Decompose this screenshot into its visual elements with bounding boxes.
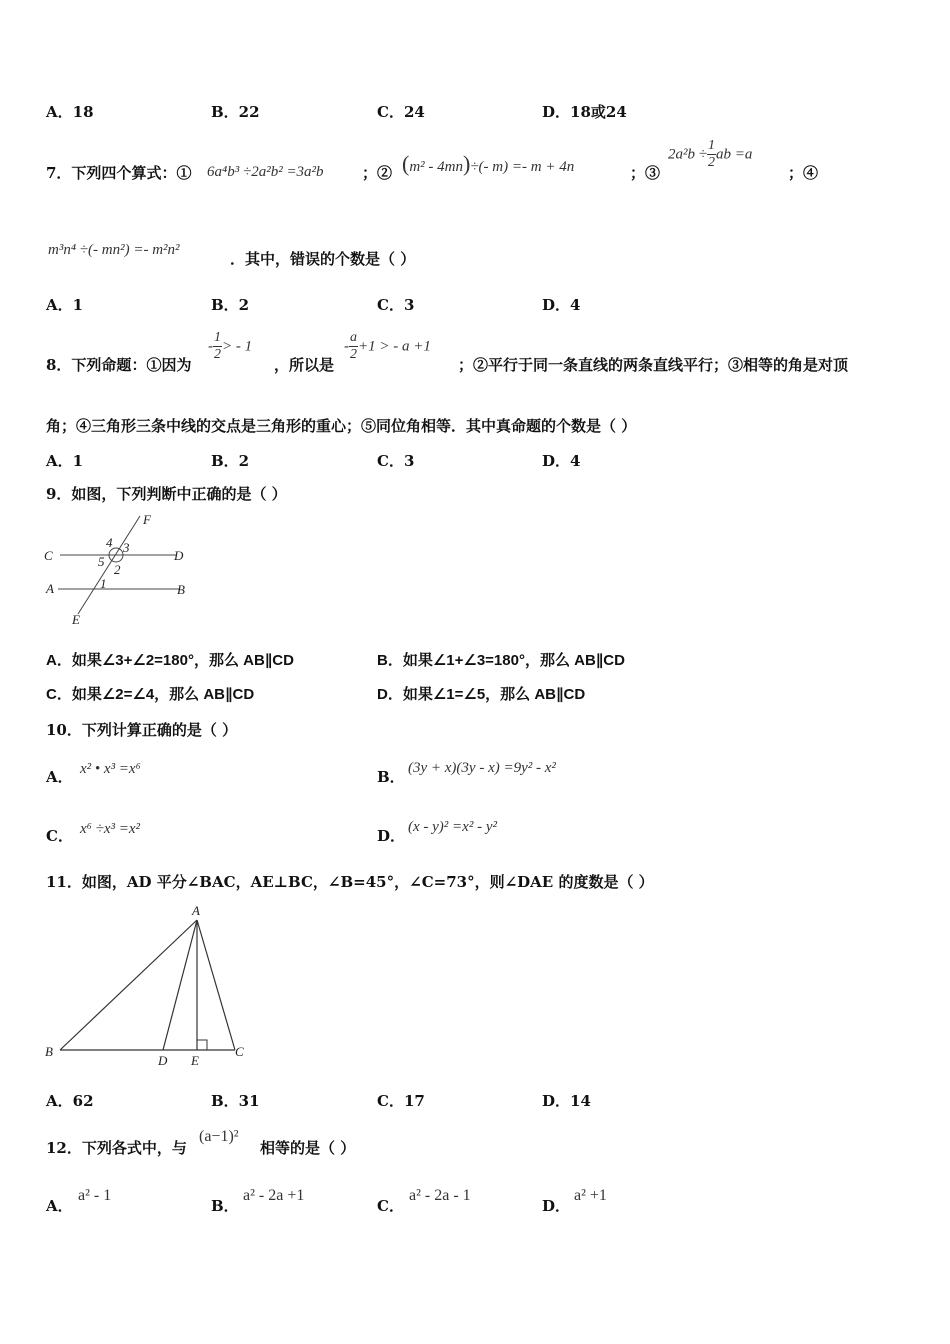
q9-option-b: B．如果∠1+∠3=180°，那么 AB∥CD bbox=[377, 652, 625, 669]
q10-option-d-label: D． bbox=[377, 827, 406, 845]
q11-label-b: B bbox=[45, 1044, 53, 1059]
q11-label-d: D bbox=[158, 1053, 168, 1068]
q7-expr4: m³n⁴ ÷(- mn²) =- m²n² bbox=[48, 242, 180, 258]
q7-label: 7．下列四个算式：① bbox=[46, 164, 192, 182]
q9-label-b: B bbox=[177, 582, 185, 597]
q12-label: 12．下列各式中，与 bbox=[46, 1139, 187, 1157]
q10-option-d-expr: (x - y)² =x² - y² bbox=[408, 819, 497, 835]
q9-label-5: 5 bbox=[98, 554, 105, 569]
q7-sep4: ；④ bbox=[788, 164, 819, 182]
q9-label-1: 1 bbox=[100, 576, 107, 591]
q11-option-c: C．17 bbox=[377, 1092, 425, 1110]
q7-expr2: (m² - 4mn)÷(- m) =- m + 4n bbox=[402, 151, 575, 176]
q7-option-b: B．2 bbox=[211, 296, 250, 314]
q6-option-c: C．24 bbox=[377, 103, 425, 121]
q7-tail: ．其中，错误的个数是（ ） bbox=[230, 250, 416, 268]
q11-figure bbox=[40, 900, 260, 1075]
q12-option-b-expr: a² - 2a +1 bbox=[243, 1187, 305, 1204]
q10-option-c-label: C． bbox=[46, 827, 73, 845]
q11-line-ad bbox=[163, 920, 197, 1050]
q8-line2: 角；④三角形三条中线的交点是三角形的重心；⑤同位角相等．其中真命题的个数是（ ） bbox=[46, 417, 637, 435]
q9-label: 9．如图，下列判断中正确的是（ ） bbox=[46, 485, 287, 503]
q6-option-d: D．18或24 bbox=[542, 103, 627, 121]
q11-label-e: E bbox=[191, 1053, 199, 1068]
q12-option-d-expr: a² +1 bbox=[574, 1187, 607, 1204]
q12-option-c-label: C． bbox=[377, 1197, 404, 1215]
q7-expr1: 6a⁴b³ ÷2a²b² =3a²b bbox=[207, 164, 324, 180]
q7-sep2: ；② bbox=[362, 164, 393, 182]
q8-rest-line1: ；②平行于同一条直线的两条直线平行；③相等的角是对顶 bbox=[458, 356, 849, 374]
q10-option-a-expr: x² • x³ =x⁶ bbox=[80, 761, 141, 777]
q12-tail: 相等的是（ ） bbox=[260, 1139, 356, 1157]
q9-option-a: A．如果∠3+∠2=180°，那么 AB∥CD bbox=[46, 652, 294, 669]
q12-option-a-label: A． bbox=[46, 1197, 73, 1215]
q7-option-a: A．1 bbox=[46, 296, 84, 314]
q9-option-d: D．如果∠1=∠5，那么 AB∥CD bbox=[377, 686, 586, 703]
q9-figure bbox=[40, 510, 200, 630]
q7-expr3: 2a²b ÷ $\frac{1}{2}$ ab =a bbox=[668, 138, 753, 170]
q12-option-d-label: D． bbox=[542, 1197, 571, 1215]
q8-option-d: D．4 bbox=[542, 452, 581, 470]
q7-option-c: C．3 bbox=[377, 296, 415, 314]
q9-label-f: F bbox=[143, 512, 151, 527]
q9-label-3: 3 bbox=[123, 540, 130, 555]
q11-label-c: C bbox=[235, 1044, 244, 1059]
q10-option-a-label: A． bbox=[46, 768, 73, 786]
q9-option-c: C．如果∠2=∠4，那么 AB∥CD bbox=[46, 686, 255, 703]
q11-right-angle-mark bbox=[197, 1040, 207, 1050]
q11-line-ac bbox=[197, 920, 235, 1050]
q10-option-b-label: B． bbox=[377, 768, 405, 786]
q8-option-c: C．3 bbox=[377, 452, 415, 470]
q10-label: 10．下列计算正确的是（ ） bbox=[46, 721, 238, 739]
q8-so: ，所以是 bbox=[274, 356, 335, 374]
q8-expr2: - $\frac{a}{2}$ +1 > - a +1 bbox=[344, 330, 431, 362]
q11-option-b: B．31 bbox=[211, 1092, 260, 1110]
q12-option-b-label: B． bbox=[211, 1197, 239, 1215]
q10-option-b-expr: (3y + x)(3y - x) =9y² - x² bbox=[408, 760, 556, 776]
q8-label: 8．下列命题：①因为 bbox=[46, 356, 192, 374]
q7-sep3: ；③ bbox=[630, 164, 661, 182]
q12-option-a-expr: a² - 1 bbox=[78, 1187, 112, 1204]
q8-option-b: B．2 bbox=[211, 452, 250, 470]
q6-option-a: A．18 bbox=[46, 103, 94, 121]
q9-line-ef bbox=[78, 516, 140, 614]
q9-label-a: A bbox=[46, 581, 54, 596]
q9-label-4: 4 bbox=[106, 535, 113, 550]
q7-option-d: D．4 bbox=[542, 296, 581, 314]
q9-label-2: 2 bbox=[114, 562, 121, 577]
q10-option-c-expr: x⁶ ÷x³ =x² bbox=[80, 821, 141, 837]
q11-label-a: A bbox=[192, 903, 200, 918]
q8-option-a: A．1 bbox=[46, 452, 84, 470]
q6-option-b: B．22 bbox=[211, 103, 260, 121]
q9-label-d: D bbox=[174, 548, 184, 563]
q9-label-e: E bbox=[72, 612, 80, 627]
q8-expr1: - $\frac{1}{2}$ > - 1 bbox=[208, 330, 253, 362]
q11-option-d: D．14 bbox=[542, 1092, 591, 1110]
q11-label: 11．如图，AD 平分∠BAC，AE⊥BC，∠B=45°，∠C=73°，则∠DAE 的度数是（ ） bbox=[46, 873, 654, 891]
q11-line-ab bbox=[60, 920, 197, 1050]
q12-option-c-expr: a² - 2a - 1 bbox=[409, 1187, 471, 1204]
q12-expr: (a−1)² bbox=[199, 1128, 239, 1145]
q9-label-c: C bbox=[44, 548, 53, 563]
q11-option-a: A．62 bbox=[46, 1092, 94, 1110]
